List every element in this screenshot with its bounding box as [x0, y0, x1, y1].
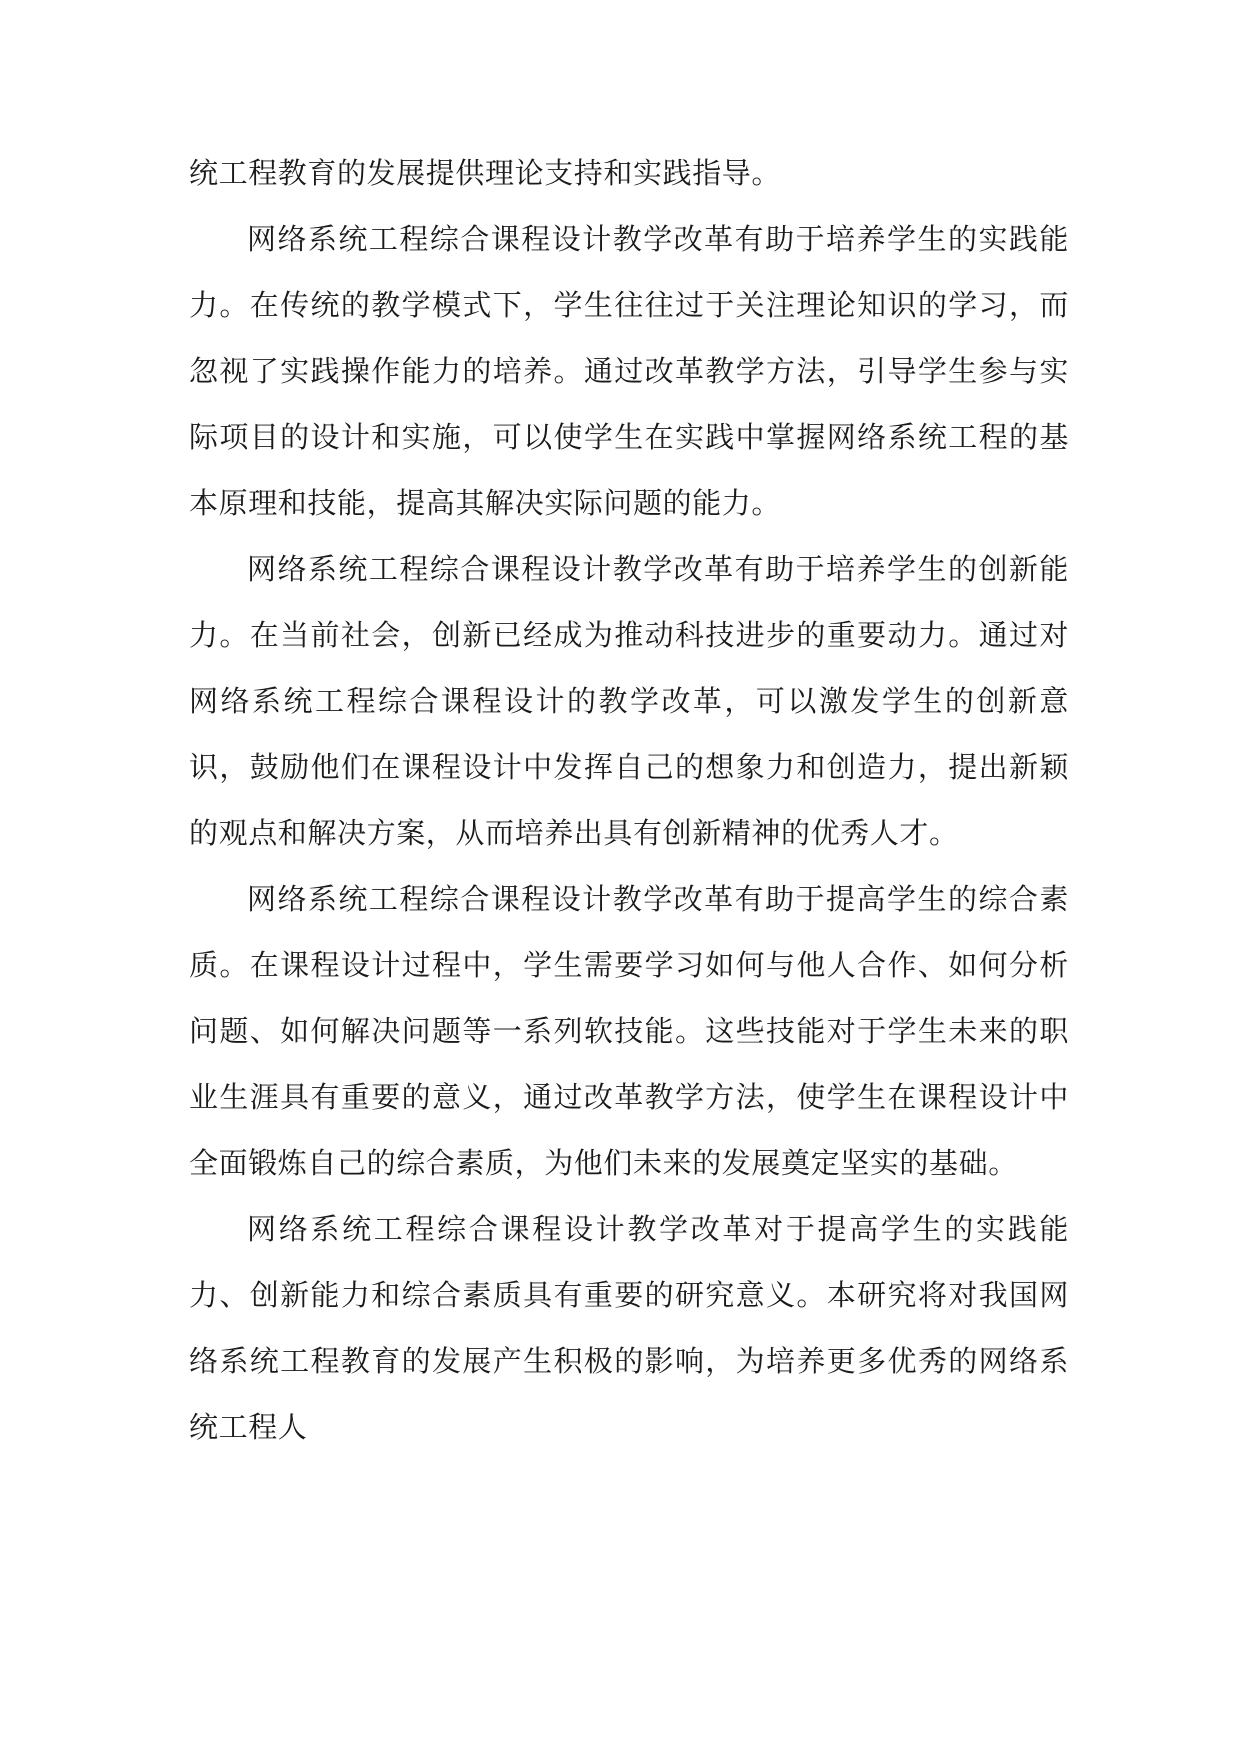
- paragraph-innovation-ability: 网络系统工程综合课程设计教学改革有助于培养学生的创新能力。在当前社会，创新已经成为推动科技进步的重要动力。通过对网络系统工程综合课程设计的教学改革，可以激发学生的创新意识，鼓励他们在课程设计中发挥自己的想象力和创造力，提出新颖的观点和解决方案，从而培养出具有创新精神的优秀人才。: [189, 552, 1069, 850]
- paragraph-practical-ability: 网络系统工程综合课程设计教学改革有助于培养学生的实践能力。在传统的教学模式下，学生往往过于关注理论知识的学习，而忽视了实践操作能力的培养。通过改革教学方法，引导学生参与实际项目的设计和实施，可以使学生在实践中掌握网络系统工程的基本原理和技能，提高其解决实际问题的能力。: [189, 222, 1069, 520]
- paragraph-research-significance: 网络系统工程综合课程设计教学改革对于提高学生的实践能力、创新能力和综合素质具有重要的研究意义。本研究将对我国网络系统工程教育的发展产生积极的影响，为培养更多优秀的网络系统工程人: [189, 1212, 1069, 1444]
- paragraph-continuation: 统工程教育的发展提供理论支持和实践指导。: [189, 156, 782, 190]
- document-body: [189, 140, 1069, 1460]
- paragraph-comprehensive-quality: 网络系统工程综合课程设计教学改革有助于提高学生的综合素质。在课程设计过程中，学生需要学习如何与他人合作、如何分析问题、如何解决问题等一系列软技能。这些技能对于学生未来的职业生涯具有重要的意义，通过改革教学方法，使学生在课程设计中全面锻炼自己的综合素质，为他们未来的发展奠定坚实的基础。: [189, 882, 1069, 1180]
